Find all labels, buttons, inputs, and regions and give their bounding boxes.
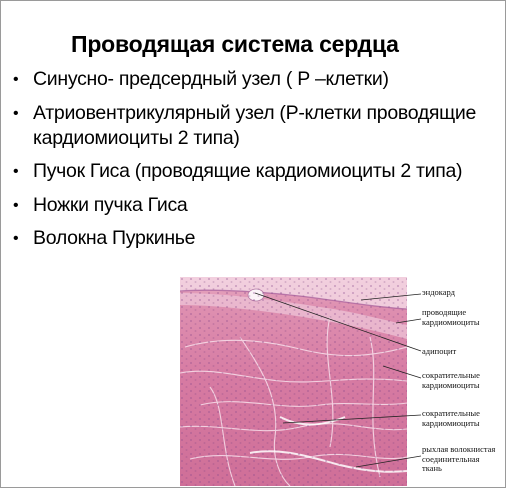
bullet-dot-icon: • xyxy=(13,196,19,214)
bullet-dot-icon: • xyxy=(13,71,19,88)
bullet-text: Ножки пучка Гиса xyxy=(33,193,188,216)
bullet-dot-icon: • xyxy=(13,104,19,122)
label-contractile-cardiomyocytes-1: сократительные кардиомиоциты xyxy=(422,370,480,390)
bullet-dot-icon: • xyxy=(13,163,19,180)
label-endocardium: эндокард xyxy=(422,287,456,297)
bullet-text: Пучок Гиса (проводящие кардиомиоциты 2 типа) xyxy=(33,160,463,182)
bullet-text: Синусно- предсердный узел ( Р –клетки) xyxy=(33,68,389,90)
bullet-dot-icon: • xyxy=(13,230,19,247)
slide-title: Проводящая система сердца xyxy=(71,31,399,57)
label-adipocyte: адипоцит xyxy=(422,346,457,356)
label-loose-connective-tissue: рыхлая волокнистая соединительная ткань xyxy=(422,444,496,473)
label-contractile-cardiomyocytes-2: сократительные кардиомиоциты xyxy=(422,408,480,428)
label-conducting-cardiomyocytes: проводящие кардиомиоциты xyxy=(422,307,480,327)
bullet-text: Атриовентрикулярный узел (Р-клетки проводящие кардиомиоциты 2 типа) xyxy=(33,101,477,149)
bullet-text: Волокна Пуркинье xyxy=(33,227,196,249)
leader-lines xyxy=(1,1,506,489)
